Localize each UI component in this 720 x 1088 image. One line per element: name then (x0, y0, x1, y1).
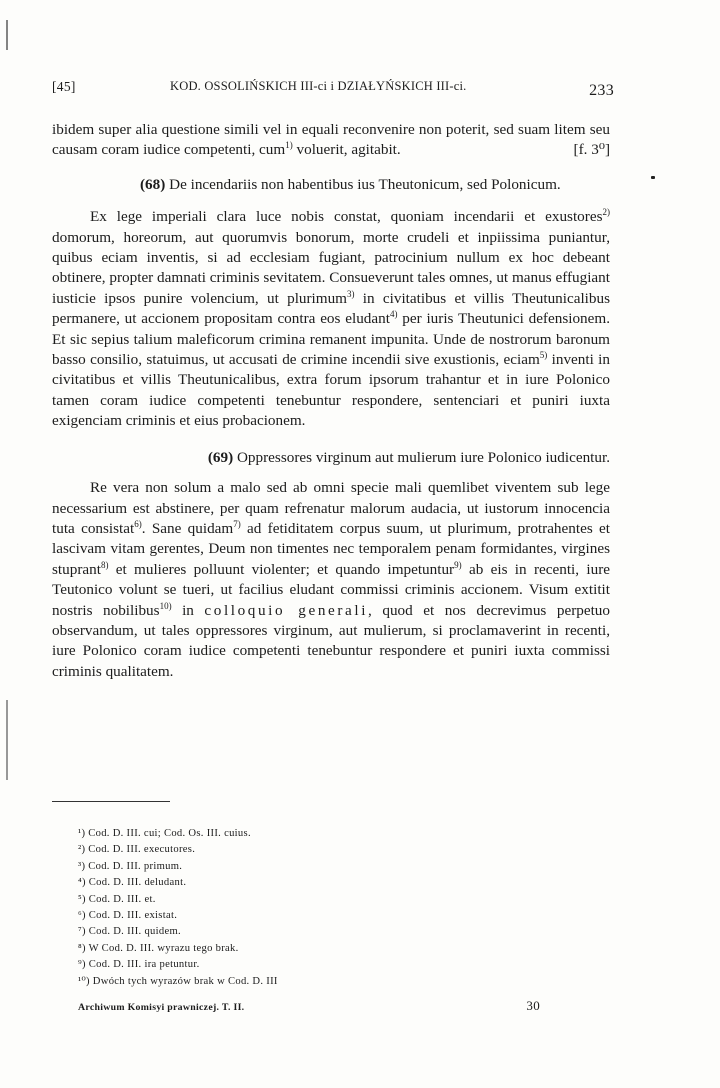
main-text (52, 120, 610, 682)
footnote-ref: 5) (539, 350, 548, 360)
footnote-ref: 9) (454, 559, 462, 570)
footnote-ref: 6) (134, 518, 142, 529)
page-footer (78, 998, 540, 1013)
footnote-ref: 7) (233, 518, 241, 529)
footnote-ref: 1) (285, 140, 293, 151)
article-68-paragraph: Ex lege imperiali clara luce nobis constat, quoniam incendarii et exustores$^{2)}$ domorum, horeorum, aut quorumvis bonorum, morte crudeli et inpiissima puniantur, quibus eciam inventis, si ad ecclesiam fugiant, patrocinium nullum ex hoc debeant obtinere, propter damnati criminis sevitatem. Consueverunt tales omnes, ut manus effugiant iusticie ipsos punire volencium, ut plurimum$^{3)}$ in civitatibus et villis Theutunicalibus permanere, ut accionem propositam contra eos eludant$^{4)}$ per iuris Theutunici defensionem. Et sic sepius talium maleficorum crimina remanent impunita. Unde de nostrorum baronum basso consilio, statuimus, ut accusati de crimine incendii sive exustionis, eciam$^{5)}$ inventi in civitatibus et villis Theutunicalibus, extra forum ipsorum trahantur et in iure Polonico tamen coram iudice competenti tenebuntur respondere, sentenciari et puniri iuxta exigenciam criminis et eius probacionem. (52, 207, 610, 430)
footnote: ⁴) Cod. D. III. deludant. (78, 877, 187, 889)
footnote-ref: 4) (389, 309, 398, 320)
intro-paragraph: ibidem super alia questione simili vel in equali reconvenire non poterit, sed suam litem seu causam coram iudice competenti, cum$^{1)}$ voluerit, agitabit. [f. 3⁰] (52, 120, 610, 161)
article-number: (68) (140, 175, 166, 193)
footnote: ²) Cod. D. III. executores. (78, 844, 196, 856)
article-69-paragraph: Re vera non solum a malo sed ab omni specie mali quemlibet viventem sub lege necessarium est abstinere, per quam refrenatur malorum audacia, ut iustorum innocencia tuta consistat$^{6)}$. Sane quidam$^{7)}$ ad fetiditatem corpus suum, ut plurimum, protrahentes et lascivam vitam gerentes, Deum non timentes nec temporalem penam formidantes, virgines stuprant$^{8)}$ et mulieres polluunt violenter; et quando impetuntur$^{9)}$ ab eis in recenti, iure Teutonico volunt se tueri, ut facilius eludant commissi criminis accionem. Visum extitit nostris nobilibus$^{10)}$ in colloquio generali, quod et nos decrevimus perpetuo observandum, ut tales oppressores virginum, aut mulierum, si proclamaverint in recenti, iure Polonico coram iudice competenti tenebuntur respondere et puniri iuxta commissi criminis qualitatem. (52, 479, 610, 680)
spaced-emphasis: colloquio generali (204, 601, 369, 619)
article-number: (69) (207, 448, 234, 466)
article-69-heading: (69) Oppressores virginum aut mulierum iure Polonico iudicentur. (207, 448, 610, 466)
footnote: ⁹) Cod. D. III. ira petuntur. (78, 959, 200, 971)
footnote-separator (52, 801, 170, 802)
scan-speck (651, 176, 655, 179)
footnote: ³) Cod. D. III. primum. (78, 860, 183, 872)
footnote-ref: 8) (100, 559, 109, 570)
footnote: ¹) Cod. D. III. cui; Cod. Os. III. cuius. (78, 828, 251, 839)
footnote: ⁸) W Cod. D. III. wyrazu tego brak. (78, 942, 239, 954)
signature-mark: 30 (526, 998, 540, 1013)
footnote-ref: 3) (347, 288, 355, 299)
footnotes (78, 826, 278, 990)
folio-marker: [f. 3⁰] (573, 141, 610, 159)
footnote-ref: 10) (159, 600, 172, 611)
series-title: Archiwum Komisyi prawniczej. T. II. (78, 1002, 245, 1013)
footnote: ⁷) Cod. D. III. quidem. (78, 926, 181, 938)
footnote-ref: 2) (602, 207, 610, 218)
scan-edge-mark (6, 20, 8, 1060)
footnote: ¹⁰) Dwóch tych wyrazów brak w Cod. D. III (78, 975, 278, 987)
article-68-heading: (68) De incendariis non habentibus ius Theutonicum, sed Polonicum. (140, 175, 561, 193)
footnote: ⁶) Cod. D. III. existat. (78, 910, 178, 922)
running-header (52, 76, 614, 100)
running-title: KOD. OSSOLIŃSKICH III-ci i DZIAŁYŃSKICH III-ci. (170, 79, 467, 93)
column-reference: [45] (52, 79, 76, 94)
page-number: 233 (589, 82, 614, 99)
footnote: ⁵) Cod. D. III. et. (78, 893, 156, 905)
